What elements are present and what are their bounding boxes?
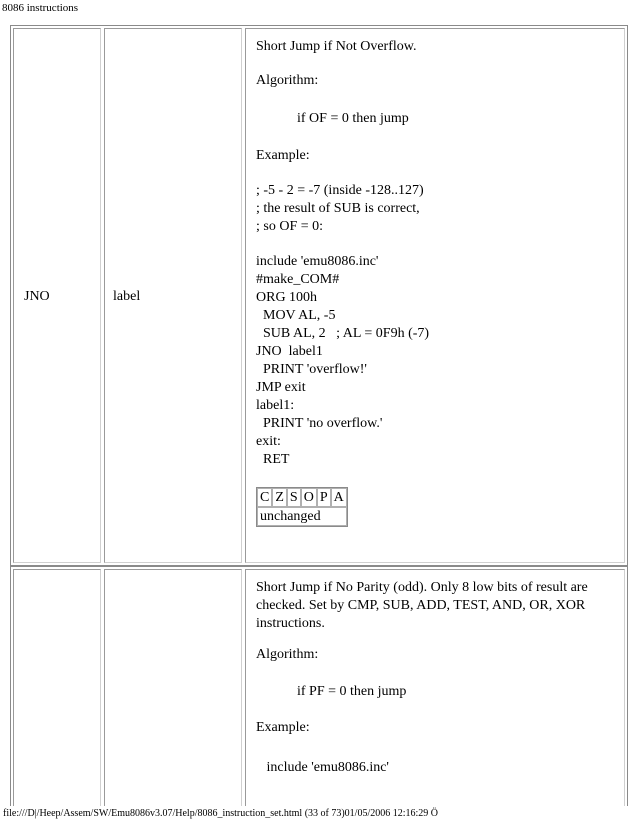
code-line: #make_COM# [256,272,340,287]
code-line: JNO label1 [256,344,323,359]
code-line: label1: [256,398,295,413]
flag-s: S [287,488,301,507]
flags-status: unchanged [257,507,347,526]
flag-z: Z [272,488,287,507]
description-line: Short Jump if No Parity (odd). Only 8 low bits of result are [256,580,588,595]
page-footer: file:///D|/Heep/Assem/SW/Emu8086v3.07/Help/8086_instruction_set.html (33 of 73)01/05/2006 12:16:29 Ö [3,808,439,819]
code-comment-line: ; so OF = 0: [256,219,324,234]
description-line: checked. Set by CMP, SUB, ADD, TEST, AND, OR, XOR [256,598,586,613]
flag-c: C [257,488,272,507]
flag-o: O [301,488,317,507]
code-comment-line: ; the result of SUB is correct, [256,201,420,216]
algorithm-text: if OF = 0 then jump [297,111,409,126]
code-line: RET [256,452,290,467]
instruction-name: JNO [24,289,50,304]
example-label: Example: [256,148,310,163]
instruction-cell [13,569,101,806]
flag-p: P [317,488,331,507]
code-line: include 'emu8086.inc' [256,254,379,269]
description-line: instructions. [256,616,325,631]
code-line: include 'emu8086.inc' [256,760,389,775]
instruction-operands: label [113,289,141,304]
operand-cell [104,569,242,806]
flag-a: A [331,488,347,507]
code-line: ORG 100h [256,290,318,305]
code-line: PRINT 'overflow!' [256,362,367,377]
example-label: Example: [256,720,310,735]
code-comment-line: ; -5 - 2 = -7 (inside -128..127) [256,183,424,198]
instruction-description: Short Jump if Not Overflow. [256,39,417,54]
code-line: PRINT 'no overflow.' [256,416,383,431]
code-line: SUB AL, 2 ; AL = 0F9h (-7) [256,326,430,341]
code-line: exit: [256,434,281,449]
algorithm-text: if PF = 0 then jump [297,684,407,699]
page-header: 8086 instructions [2,2,79,14]
flags-table [256,487,348,527]
code-line: JMP exit [256,380,306,395]
algorithm-label: Algorithm: [256,73,319,88]
algorithm-label: Algorithm: [256,647,319,662]
code-line: MOV AL, -5 [256,308,336,323]
